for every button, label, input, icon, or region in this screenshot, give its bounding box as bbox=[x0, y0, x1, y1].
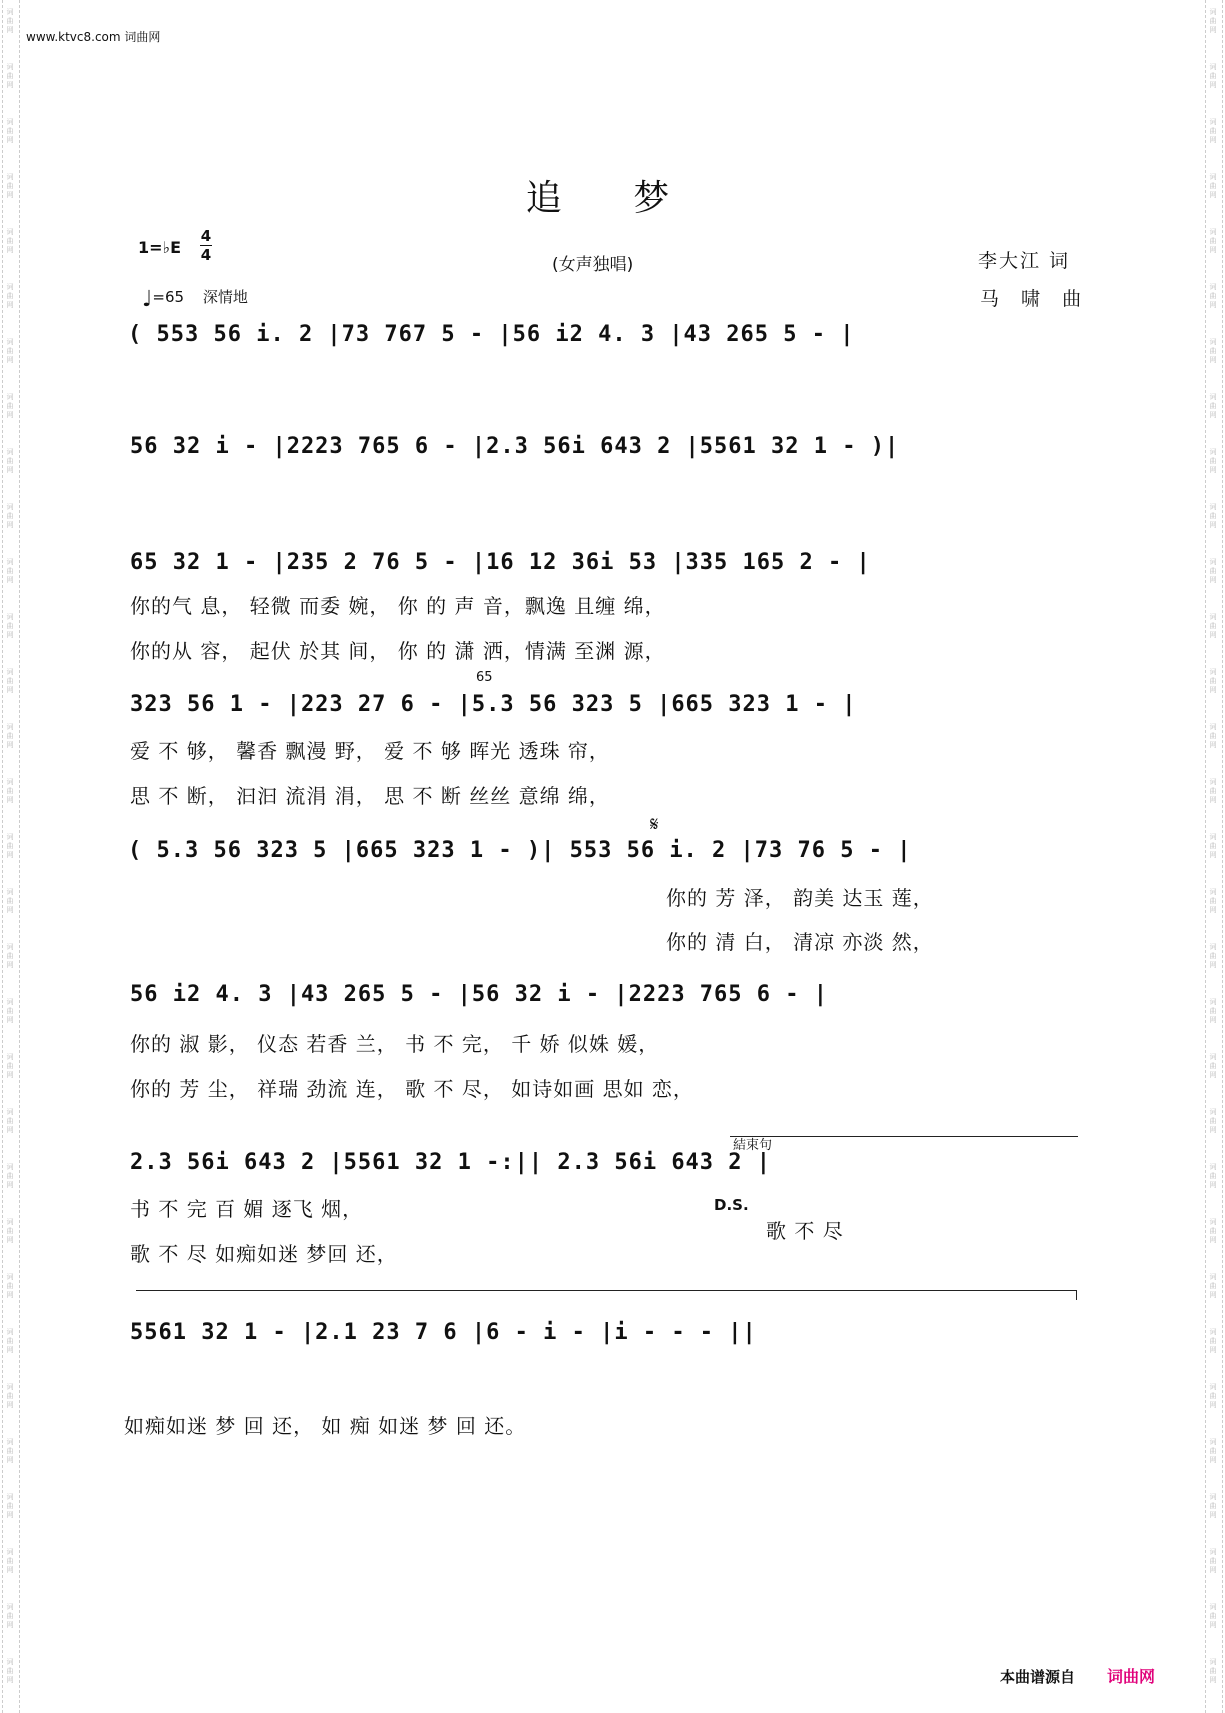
edge-watermark: 词 曲 网 bbox=[6, 1218, 14, 1244]
edge-watermark: 词 曲 网 bbox=[1209, 228, 1217, 254]
edge-watermark: 词 曲 网 bbox=[1209, 1108, 1217, 1134]
edge-watermark: 词 曲 网 bbox=[1209, 1438, 1217, 1464]
notation-line-4: 323 56 1 - |223 27 6 - |5.3 56 323 5 |665 323 1 - | bbox=[130, 692, 857, 717]
time-signature bbox=[200, 228, 212, 263]
notation-line-7: 2.3 56i 643 2 |5561 32 1 -:|| 2.3 56i 643 2 | bbox=[130, 1150, 772, 1175]
edge-watermark: 词 曲 网 bbox=[1209, 558, 1217, 584]
ending-lyric: 歌 不 尽 bbox=[766, 1219, 844, 1243]
edge-watermark: 词 曲 网 bbox=[1209, 1328, 1217, 1354]
site-url[interactable]: www.ktvc8.com 词曲网 bbox=[26, 30, 161, 44]
lyric-line-4b: 思 不 断， 汩汩 流涓 涓， 思 不 断 丝丝 意绵 绵， bbox=[130, 784, 610, 808]
edge-watermark: 词 曲 网 bbox=[6, 833, 14, 859]
edge-watermark: 词 曲 网 bbox=[6, 888, 14, 914]
notation-line-6: 56 i2 4. 3 |43 265 5 - |56 32 i - |2223 765 6 - | bbox=[130, 982, 829, 1007]
edge-watermark: 词 曲 网 bbox=[6, 118, 14, 144]
dal-segno-mark: D.S. bbox=[714, 1196, 749, 1214]
lyric-line-7a: 书 不 完 百 媚 逐飞 烟， bbox=[130, 1197, 364, 1221]
edge-watermark: 词 曲 网 bbox=[6, 558, 14, 584]
brand-link[interactable]: 词曲网 bbox=[1106, 1667, 1155, 1686]
edge-watermark: 词 曲 网 bbox=[6, 1438, 14, 1464]
lyric-line-3b: 你的从 容， 起伏 於其 间， 你 的 潇 洒，情满 至渊 源， bbox=[130, 639, 666, 663]
quarter-note-icon: ♩ bbox=[142, 287, 153, 312]
edge-watermark: 词 曲 网 bbox=[1209, 1218, 1217, 1244]
edge-watermark: 词 曲 网 bbox=[6, 173, 14, 199]
edge-watermark: 词 曲 网 bbox=[6, 613, 14, 639]
edge-watermark: 词 曲 网 bbox=[6, 1658, 14, 1684]
edge-watermark: 词 曲 网 bbox=[6, 283, 14, 309]
lyric-line-6a: 你的 淑 影， 仪态 若香 兰， 书 不 完， 千 娇 似姝 媛， bbox=[130, 1032, 660, 1056]
edge-watermark: 词 曲 网 bbox=[6, 1273, 14, 1299]
edge-watermark: 词 曲 网 bbox=[1209, 833, 1217, 859]
final-tie-line bbox=[136, 1290, 1076, 1291]
lyricist: 李大江 词 bbox=[978, 250, 1071, 272]
lyric-line-4a: 爱 不 够， 馨香 飘漫 野， 爱 不 够 晖光 透珠 帘， bbox=[130, 739, 610, 763]
notation-line-1: ( 553 56 i. 2 |73 767 5 - |56 i2 4. 3 |43 265 5 - | bbox=[128, 322, 855, 347]
edge-watermark: 词 曲 网 bbox=[6, 943, 14, 969]
edge-watermark: 词 曲 网 bbox=[1209, 1658, 1217, 1684]
composer: 马 啸 曲 bbox=[980, 288, 1090, 310]
ending-label: 結束句 bbox=[733, 1138, 773, 1153]
segno-sign: 𝄋 bbox=[650, 812, 659, 836]
source-label: 本曲谱源自 bbox=[999, 1668, 1075, 1686]
edge-watermark: 词 曲 网 bbox=[1209, 173, 1217, 199]
edge-watermark: 词 曲 网 bbox=[6, 1548, 14, 1574]
edge-watermark: 词 曲 网 bbox=[1209, 613, 1217, 639]
edge-watermark: 词 曲 网 bbox=[1209, 668, 1217, 694]
edge-watermark: 词 曲 网 bbox=[1209, 1053, 1217, 1079]
lyric-line-3a: 你的气 息， 轻微 而委 婉， 你 的 声 音，飘逸 且缠 绵， bbox=[130, 594, 666, 618]
edge-watermark: 词 曲 网 bbox=[6, 63, 14, 89]
edge-watermark: 词 曲 网 bbox=[1209, 283, 1217, 309]
final-tie-end bbox=[1076, 1290, 1077, 1300]
edge-watermark: 词 曲 网 bbox=[1209, 1383, 1217, 1409]
lyric-line-5b: 你的 清 白， 清凉 亦淡 然， bbox=[666, 930, 934, 954]
tempo-marking bbox=[142, 286, 248, 312]
edge-watermark: 词 曲 网 bbox=[6, 1328, 14, 1354]
edge-watermark: 词 曲 网 bbox=[6, 8, 14, 34]
edge-watermark: 词 曲 网 bbox=[6, 503, 14, 529]
edge-watermark: 词 曲 网 bbox=[6, 1053, 14, 1079]
edge-watermark: 词 曲 网 bbox=[6, 723, 14, 749]
edge-watermark: 词 曲 网 bbox=[1209, 998, 1217, 1024]
edge-watermark: 词 曲 网 bbox=[1209, 503, 1217, 529]
notation-line-5: ( 5.3 56 323 5 |665 323 1 - )| 553 56 i. 2 |73 76 5 - | bbox=[128, 838, 912, 863]
edge-watermark: 词 曲 网 bbox=[6, 338, 14, 364]
notation-line-3: 65 32 1 - |235 2 76 5 - |16 12 36i 53 |335 165 2 - | bbox=[130, 550, 871, 575]
edge-watermark: 词 曲 网 bbox=[6, 1108, 14, 1134]
edge-watermark: 词 曲 网 bbox=[1209, 943, 1217, 969]
edge-watermark: 词 曲 网 bbox=[1209, 1493, 1217, 1519]
page-title: 追 梦 bbox=[525, 178, 700, 219]
edge-watermark: 词 曲 网 bbox=[6, 778, 14, 804]
edge-watermark: 词 曲 网 bbox=[1209, 63, 1217, 89]
edge-watermark: 词 曲 网 bbox=[1209, 1603, 1217, 1629]
grace-notes: 65 bbox=[476, 670, 493, 685]
time-signature-bottom: 4 bbox=[200, 246, 212, 264]
tempo-expression: 深情地 bbox=[202, 288, 248, 306]
edge-watermark: 词 曲 网 bbox=[6, 998, 14, 1024]
edge-watermark: 词 曲 网 bbox=[1209, 8, 1217, 34]
edge-watermark: 词 曲 网 bbox=[1209, 1163, 1217, 1189]
edge-watermark: 词 曲 网 bbox=[6, 393, 14, 419]
edge-watermark: 词 曲 网 bbox=[1209, 338, 1217, 364]
edge-watermark: 词 曲 网 bbox=[1209, 118, 1217, 144]
ending-bracket-line bbox=[730, 1136, 1078, 1137]
edge-watermark: 词 曲 网 bbox=[6, 1163, 14, 1189]
edge-watermark: 词 曲 网 bbox=[1209, 778, 1217, 804]
edge-watermark: 词 曲 网 bbox=[1209, 448, 1217, 474]
edge-watermark: 词 曲 网 bbox=[6, 668, 14, 694]
edge-watermark: 词 曲 网 bbox=[6, 1493, 14, 1519]
notation-line-8: 5561 32 1 - |2.1 23 7 6 |6 - i - |i - - - || bbox=[130, 1320, 757, 1345]
edge-watermark: 词 曲 网 bbox=[6, 1383, 14, 1409]
edge-watermark: 词 曲 网 bbox=[1209, 1273, 1217, 1299]
edge-watermark: 词 曲 网 bbox=[6, 1603, 14, 1629]
singer-note: (女声独唱) bbox=[552, 255, 634, 275]
time-signature-top: 4 bbox=[200, 227, 212, 245]
lyric-line-8: 如痴如迷 梦 回 还， 如 痴 如迷 梦 回 还。 bbox=[124, 1414, 527, 1438]
edge-watermark: 词 曲 网 bbox=[1209, 1548, 1217, 1574]
key-signature: 1=♭E bbox=[138, 238, 182, 257]
lyric-line-6b: 你的 芳 尘， 祥瑞 劲流 连， 歌 不 尽， 如诗如画 思如 恋， bbox=[130, 1077, 694, 1101]
edge-watermark: 词 曲 网 bbox=[6, 448, 14, 474]
notation-line-2: 56 32 i - |2223 765 6 - |2.3 56i 643 2 |5561 32 1 - )| bbox=[130, 434, 900, 459]
lyric-line-5a: 你的 芳 泽， 韵美 达玉 莲， bbox=[666, 886, 934, 910]
edge-watermark: 词 曲 网 bbox=[1209, 888, 1217, 914]
edge-watermark: 词 曲 网 bbox=[6, 228, 14, 254]
lyric-line-7b: 歌 不 尽 如痴如迷 梦回 还， bbox=[130, 1242, 398, 1266]
edge-watermark: 词 曲 网 bbox=[1209, 723, 1217, 749]
edge-watermark: 词 曲 网 bbox=[1209, 393, 1217, 419]
tempo-value: =65 bbox=[152, 288, 185, 306]
